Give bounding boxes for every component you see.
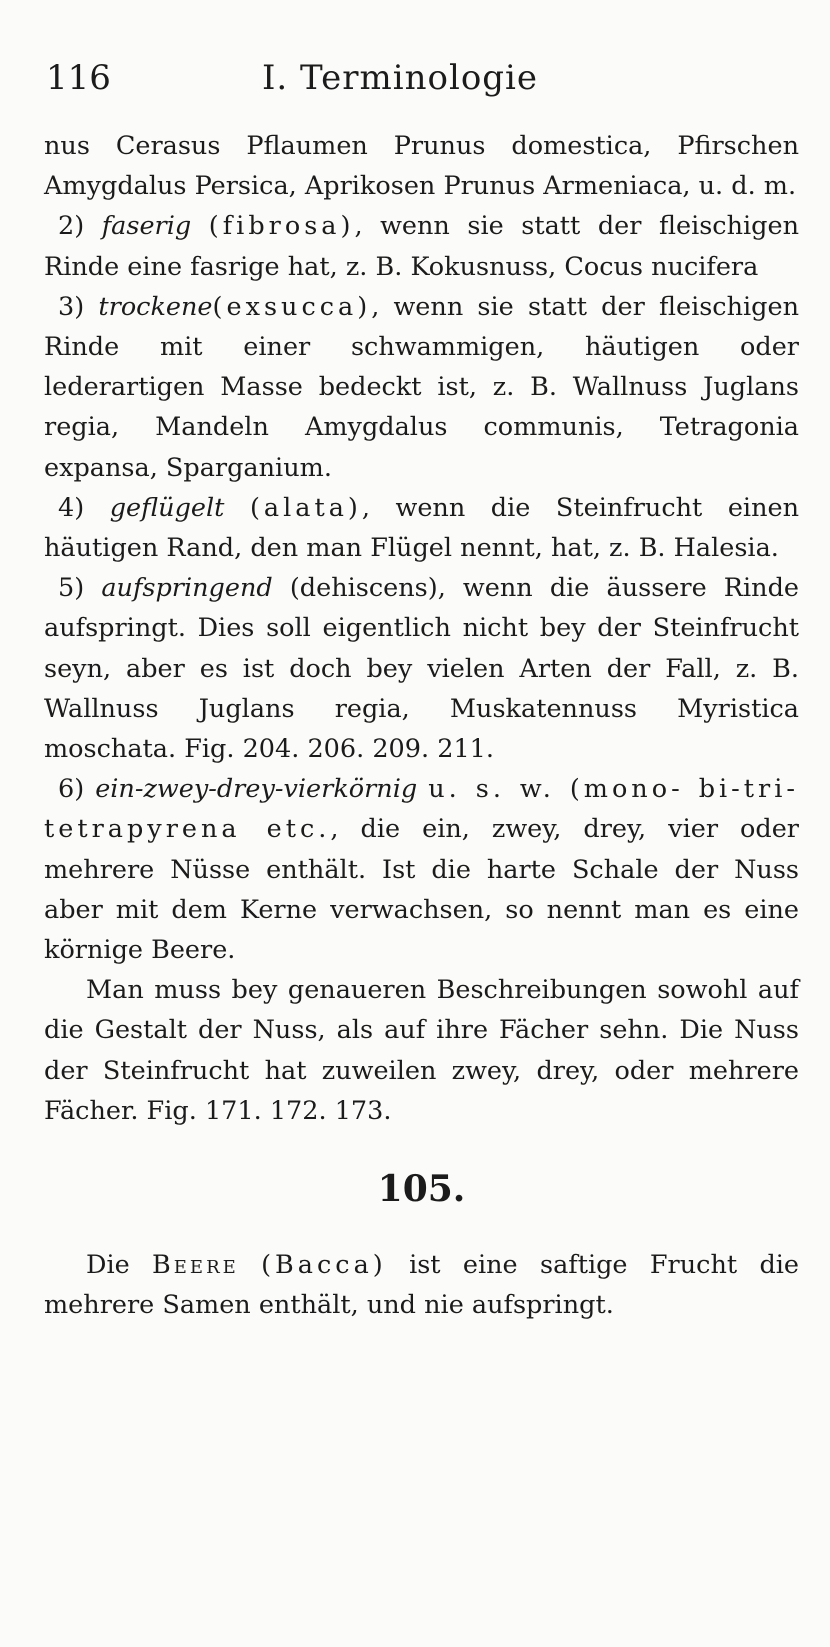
term: geflügelt (109, 492, 225, 523)
list-item-4: 4) geflügelt (alata), wenn die Steinfrucht einen häutigen Rand, den man Flügel nennt, hat, z. B. Halesia. (44, 492, 800, 564)
section-number: 105. (377, 1168, 466, 1211)
term: ein-zwey-drey-vierkörnig (95, 774, 418, 805)
book-page (44, 58, 799, 1326)
term: faserig (101, 211, 192, 242)
page-number: 116 (46, 58, 111, 98)
latin-term: (dehiscens) (289, 573, 438, 604)
list-item-6: 6) ein-zwey-drey-vierkörnig u. s. w. (mono- bi-tri-tetrapyrena etc., die ein, zwey, drey, vier oder mehrere Nüsse enthält. Ist die harte Schale der Nuss aber mit dem Kerne verwachsen, so nennt man es eine körnige Beere. (44, 774, 799, 966)
page-body (44, 126, 799, 1326)
term: trockene (98, 291, 213, 322)
paragraph-continuation: nus Cerasus Pflaumen Prunus domestica, Pfirschen Amygdalus Persica, Aprikosen Prunus Armeniaca, u. d. m. (44, 131, 799, 202)
latin-term: u. s. w. (mono- bi-tri-tetrapyrena etc. (44, 774, 799, 845)
list-item-3: 3) trockene(exsucca), wenn sie statt der fleischigen Rinde mit einer schwammigen, häutigen oder lederartigen Masse bedeckt ist, z. B. Wallnuss Juglans regia, Mandeln Amygdalus communis, Tetragonia expansa, Sparganium. (44, 291, 800, 483)
paragraph-closing: Man muss bey genaueren Beschreibungen sowohl auf die Gestalt der Nuss, als auf ihre Fächer sehn. Die Nuss der Steinfrucht hat zuweilen zwey, drey, oder mehrere Fächer. Fig. 171. 172. 173. (44, 975, 799, 1126)
latin-term: (exsucca) (212, 291, 372, 322)
latin-term: (fibrosa) (208, 211, 355, 242)
latin-term: (Bacca) (261, 1250, 387, 1281)
section-paragraph: Die Beere (Bacca) ist eine saftige Frucht die mehrere Samen enthält, und nie aufspringt. (44, 1250, 800, 1321)
term: Beere (152, 1250, 239, 1281)
list-item-2: 2) faserig (fibrosa), wenn sie statt der fleischigen Rinde eine fasrige hat, z. B. Kokusnuss, Cocus nucifera (44, 211, 800, 282)
page-header (44, 58, 799, 118)
term: aufspringend (101, 573, 273, 604)
latin-term: (alata) (249, 492, 362, 523)
running-head: I. Terminologie (262, 58, 539, 98)
list-item-5: 5) aufspringend (dehiscens), wenn die äussere Rinde aufspringt. Dies soll eigentlich nicht bey der Steinfrucht seyn, aber es ist doch bey vielen Arten der Fall, z. B. Wallnuss Juglans regia, Muskatennuss Myristica moschata. Fig. 204. 206. 209. 211. (44, 573, 799, 765)
